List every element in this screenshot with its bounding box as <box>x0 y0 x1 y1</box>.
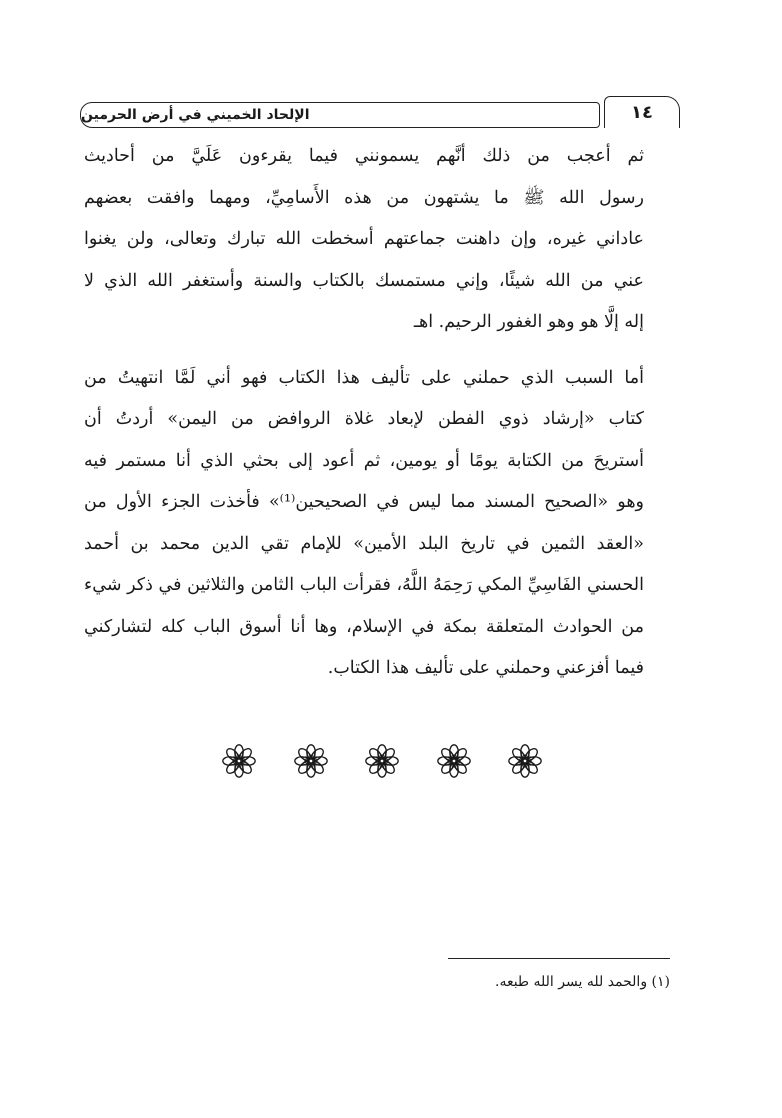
text-line: أستريحَ من الكتابة يومًا أو يومين، ثم أعود إلى بحثي الذي أنا مستمر فيه <box>84 450 644 471</box>
flower-ornament-icon <box>437 744 471 778</box>
text-line: كتاب «إرشاد ذوي الفطن لإبعاد غلاة الروافض من اليمن» أردتُ أن <box>84 409 644 429</box>
paragraph-1 <box>84 136 670 344</box>
page-header <box>80 96 680 132</box>
text-line: من الحوادث المتعلقة بمكة في الإسلام، وها أنا أسوق الباب كله لتشاركني <box>84 616 644 637</box>
text-line: وهو «الصحيح المسند مما ليس في الصحيحين⁽¹⁾» فأخذت الجزء الأول من <box>84 492 645 512</box>
text-line: رسول الله ﷺ ما يشتهون من هذه الأَسامِيِّ، ومهما وافقت بعضهم <box>84 187 644 208</box>
flower-ornament-icon <box>365 744 399 778</box>
flower-ornament-icon <box>294 744 328 778</box>
page-number: ١٤ <box>631 102 653 123</box>
footnote-separator <box>448 958 670 959</box>
footnote: (١) والحمد لله يسر الله طبعه. <box>495 974 670 990</box>
text-line: عاداني غيره، وإن داهنت جماعتهم أسخطت الله تبارك وتعالى، ولن يغنوا <box>84 229 644 249</box>
text-line: فيما أفزعني وحملني على تأليف هذا الكتاب. <box>327 658 644 678</box>
text-line: «العقد الثمين في تاريخ البلد الأمين» للإمام تقي الدين محمد بن أحمد <box>84 533 644 554</box>
body-text <box>84 136 670 690</box>
text-line: الحسني الفَاسِيِّ المكي رَحِمَهُ اللَّهُ، فقرأت الباب الثامن والثلاثين في ذكر شيء <box>84 575 644 595</box>
text-line: عني من الله شيئًا، وإني مستمسك بالكتاب والسنة وأستغفر الله الذي لا <box>84 270 644 291</box>
flower-ornament-icon <box>508 744 542 778</box>
flower-ornament-icon <box>222 744 256 778</box>
text-line: أما السبب الذي حملني على تأليف هذا الكتاب فهو أني لَمَّا انتهيتُ من <box>84 367 644 388</box>
text-line: إله إلَّا هو وهو الغفور الرحيم. اهـ <box>413 312 644 332</box>
page-number-frame <box>604 96 680 128</box>
section-divider-ornaments <box>222 738 542 784</box>
text-line: ثم أعجب من ذلك أنَّهم يسمونني فيما يقرءون عَلَيَّ من أحاديث <box>84 146 644 166</box>
paragraph-2 <box>84 358 670 690</box>
running-title-frame <box>80 102 600 128</box>
running-title: الإلحاد الخميني في أرض الحرمين <box>81 107 310 123</box>
